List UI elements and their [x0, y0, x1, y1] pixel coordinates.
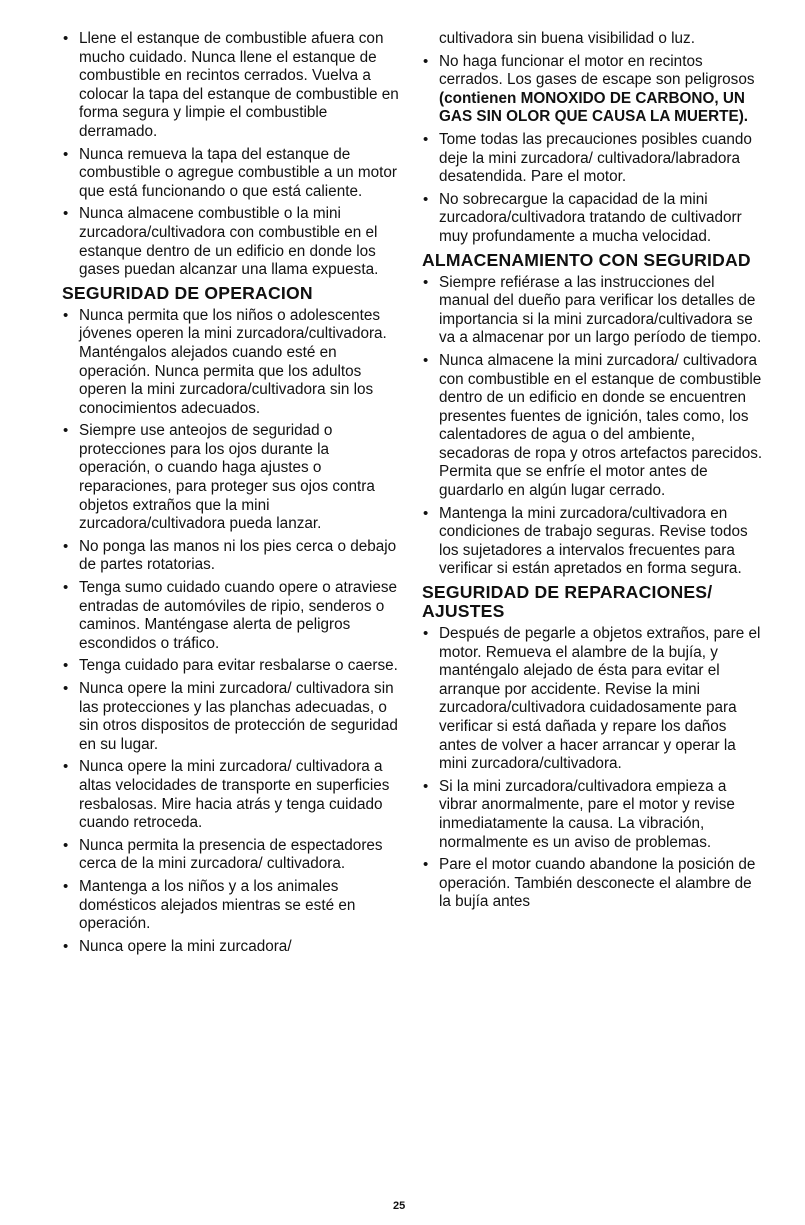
- list-item: • Nunca remueva la tapa del estanque de combustible o agregue combustible a un motor que está funcionando o que está caliente.: [63, 145, 398, 200]
- right-column: [422, 30, 766, 916]
- list-item: • Nunca almacene combustible o la mini zurcadora/cultivadora con combustible en el estanque dentro de un edificio en donde los gases puedan alcanzar una llama expuesta.: [63, 205, 379, 279]
- bullet-icon: •: [63, 758, 69, 776]
- list-item: • No sobrecargue la capacidad de la mini zurcadora/cultivadora tratando de cultivadorr muy profundamente a mucha velocidad.: [423, 190, 742, 245]
- list-item: • Nunca permita que los niños o adolescentes jóvenes operen la mini zurcadora/cultivadora. Manténgalos alejados cuando esté en operación. Nunca permita que los adultos operen la mini zurcadora/cultivadora sin los conocimientos adecuados.: [63, 306, 387, 417]
- bullet-icon: •: [63, 579, 69, 597]
- list-item: • No ponga las manos ni los pies cerca o debajo de partes rotatorias.: [63, 537, 397, 574]
- list-item: • Mantenga la mini zurcadora/cultivadora en condiciones de trabajo seguras. Revise todos los sujetadores a intervalos frecuentes para verificar si están apretados en forma segura.: [423, 504, 748, 578]
- left-column: [62, 30, 402, 960]
- list-item: • Llene el estanque de combustible afuera con mucho cuidado. Nunca llene el estanque de combustible en recintos cerrados. Vuelva a colocar la tapa del estanque de combustible en forma segura y limpie el combustible derramado.: [63, 30, 399, 140]
- list-item: • No haga funcionar el motor en recintos cerrados. Los gases de escape son peligrosos (contienen MONOXIDO DE CARBONO, UN GAS SIN OLOR QUE CAUSA LA MUERTE).: [423, 52, 755, 126]
- bullet-icon: •: [423, 351, 429, 369]
- list-item: • Nunca almacene la mini zurcadora/ cultivadora con combustible en el estanque de combustible dentro de un edificio en donde se encuentren presentes fuentes de ignición, tales como, los calentadores de agua o del ambiente, secadoras de ropa y otros artefactos parecidos. Permita que se enfríe el motor antes de guardarlo en algún lugar cerrado.: [423, 351, 763, 500]
- bullet-icon: •: [63, 537, 69, 555]
- carbon-monoxide-warning: (contienen MONOXIDO DE CARBONO, UN GAS SIN OLOR QUE CAUSA LA MUERTE).: [439, 89, 749, 126]
- bullet-icon: •: [63, 680, 69, 697]
- heading-operacion: SEGURIDAD DE OPERACION: [62, 282, 313, 303]
- list-item: • Si la mini zurcadora/cultivadora empieza a vibrar anormalmente, pare el motor y revise inmediatamente la causa. La vibración, normalmente es un aviso de problemas.: [423, 777, 735, 851]
- list-item: • Tenga sumo cuidado cuando opere o atraviese entradas de automóviles de ripio, senderos o caminos. Manténgase alerta de peligros escondidos o tráfico.: [63, 579, 398, 652]
- bullet-icon: •: [423, 52, 429, 70]
- continued-text: cultivadora sin buena visibilidad o luz.: [439, 30, 695, 47]
- list-item: • Siempre use anteojos de seguridad o protecciones para los ojos durante la operación, o cuando haga ajustes o reparaciones, para proteger sus ojos contra objetos extraños que la mini zurcadora/cultivadora pueda lanzar.: [63, 422, 375, 533]
- bullet-icon: •: [63, 145, 69, 163]
- list-item: • Mantenga a los niños y a los animales domésticos alejados mientras se esté en operación.: [63, 877, 356, 933]
- bullet-icon: •: [63, 836, 69, 854]
- list-item: • Tome todas las precauciones posibles cuando deje la mini zurcadora/ cultivadora/labradora desatendida. Pare el motor.: [423, 130, 752, 186]
- list-item: • Nunca opere la mini zurcadora/: [63, 937, 292, 955]
- operation-safety-list-continued: [422, 53, 766, 247]
- bullet-icon: •: [423, 856, 429, 874]
- bullet-icon: •: [63, 422, 69, 440]
- bullet-icon: •: [63, 877, 69, 895]
- bullet-icon: •: [423, 777, 429, 795]
- bullet-icon: •: [423, 190, 429, 208]
- operation-safety-list: [62, 307, 402, 957]
- bullet-icon: •: [423, 504, 429, 522]
- bullet-icon: •: [63, 205, 69, 223]
- bullet-icon: •: [63, 306, 69, 324]
- fuel-safety-list: [62, 30, 402, 280]
- heading-almacenamiento: ALMACENAMIENTO CON SEGURIDAD: [422, 249, 751, 270]
- storage-safety-list: [422, 274, 766, 580]
- bullet-icon: •: [423, 273, 429, 291]
- list-item: • Siempre refiérase a las instrucciones del manual del dueño para verificar los detalles de importancia si la mini zurcadora/cultivadora se va a almacenar por un largo período de tiempo.: [423, 273, 762, 347]
- bullet-icon: •: [63, 657, 69, 675]
- bullet-icon: •: [63, 937, 69, 955]
- list-item: • Tenga cuidado para evitar resbalarse o caerse.: [63, 657, 398, 675]
- list-item: • Pare el motor cuando abandone la posición de operación. También desconecte el alambre de la bujía antes: [423, 856, 756, 911]
- page-number: 25: [393, 1200, 406, 1212]
- list-item: • Nunca permita la presencia de espectadores cerca de la mini zurcadora/ cultivadora.: [63, 836, 383, 873]
- heading-reparaciones: SEGURIDAD DE REPARACIONES/ AJUSTES: [422, 582, 713, 622]
- list-item: • Después de pegarle a objetos extraños, pare el motor. Remueva el alambre de la bujía, y manténgalo alejado de ésta para evitar el arranque por accidente. Revise la mini zurcadora/cultivadora cuidadosamente para verificar si está dañada y repare los daños antes de volver a hacer arrancar y operar la mini zurcadora/cultivadora.: [423, 625, 761, 773]
- bullet-icon: •: [63, 30, 69, 47]
- bullet-icon: •: [423, 625, 429, 643]
- bullet-icon: •: [423, 130, 429, 148]
- list-item: • Nunca opere la mini zurcadora/ cultivadora sin las protecciones y las planchas adecuadas, o sin otros dispositos de protección de seguridad en su lugar.: [63, 680, 398, 753]
- list-item: • Nunca opere la mini zurcadora/ cultivadora a altas velocidades de transporte en superficies resbalosas. Mire hacia atrás y tenga cuidado cuando retroceda.: [63, 758, 390, 832]
- repair-safety-list: [422, 625, 766, 912]
